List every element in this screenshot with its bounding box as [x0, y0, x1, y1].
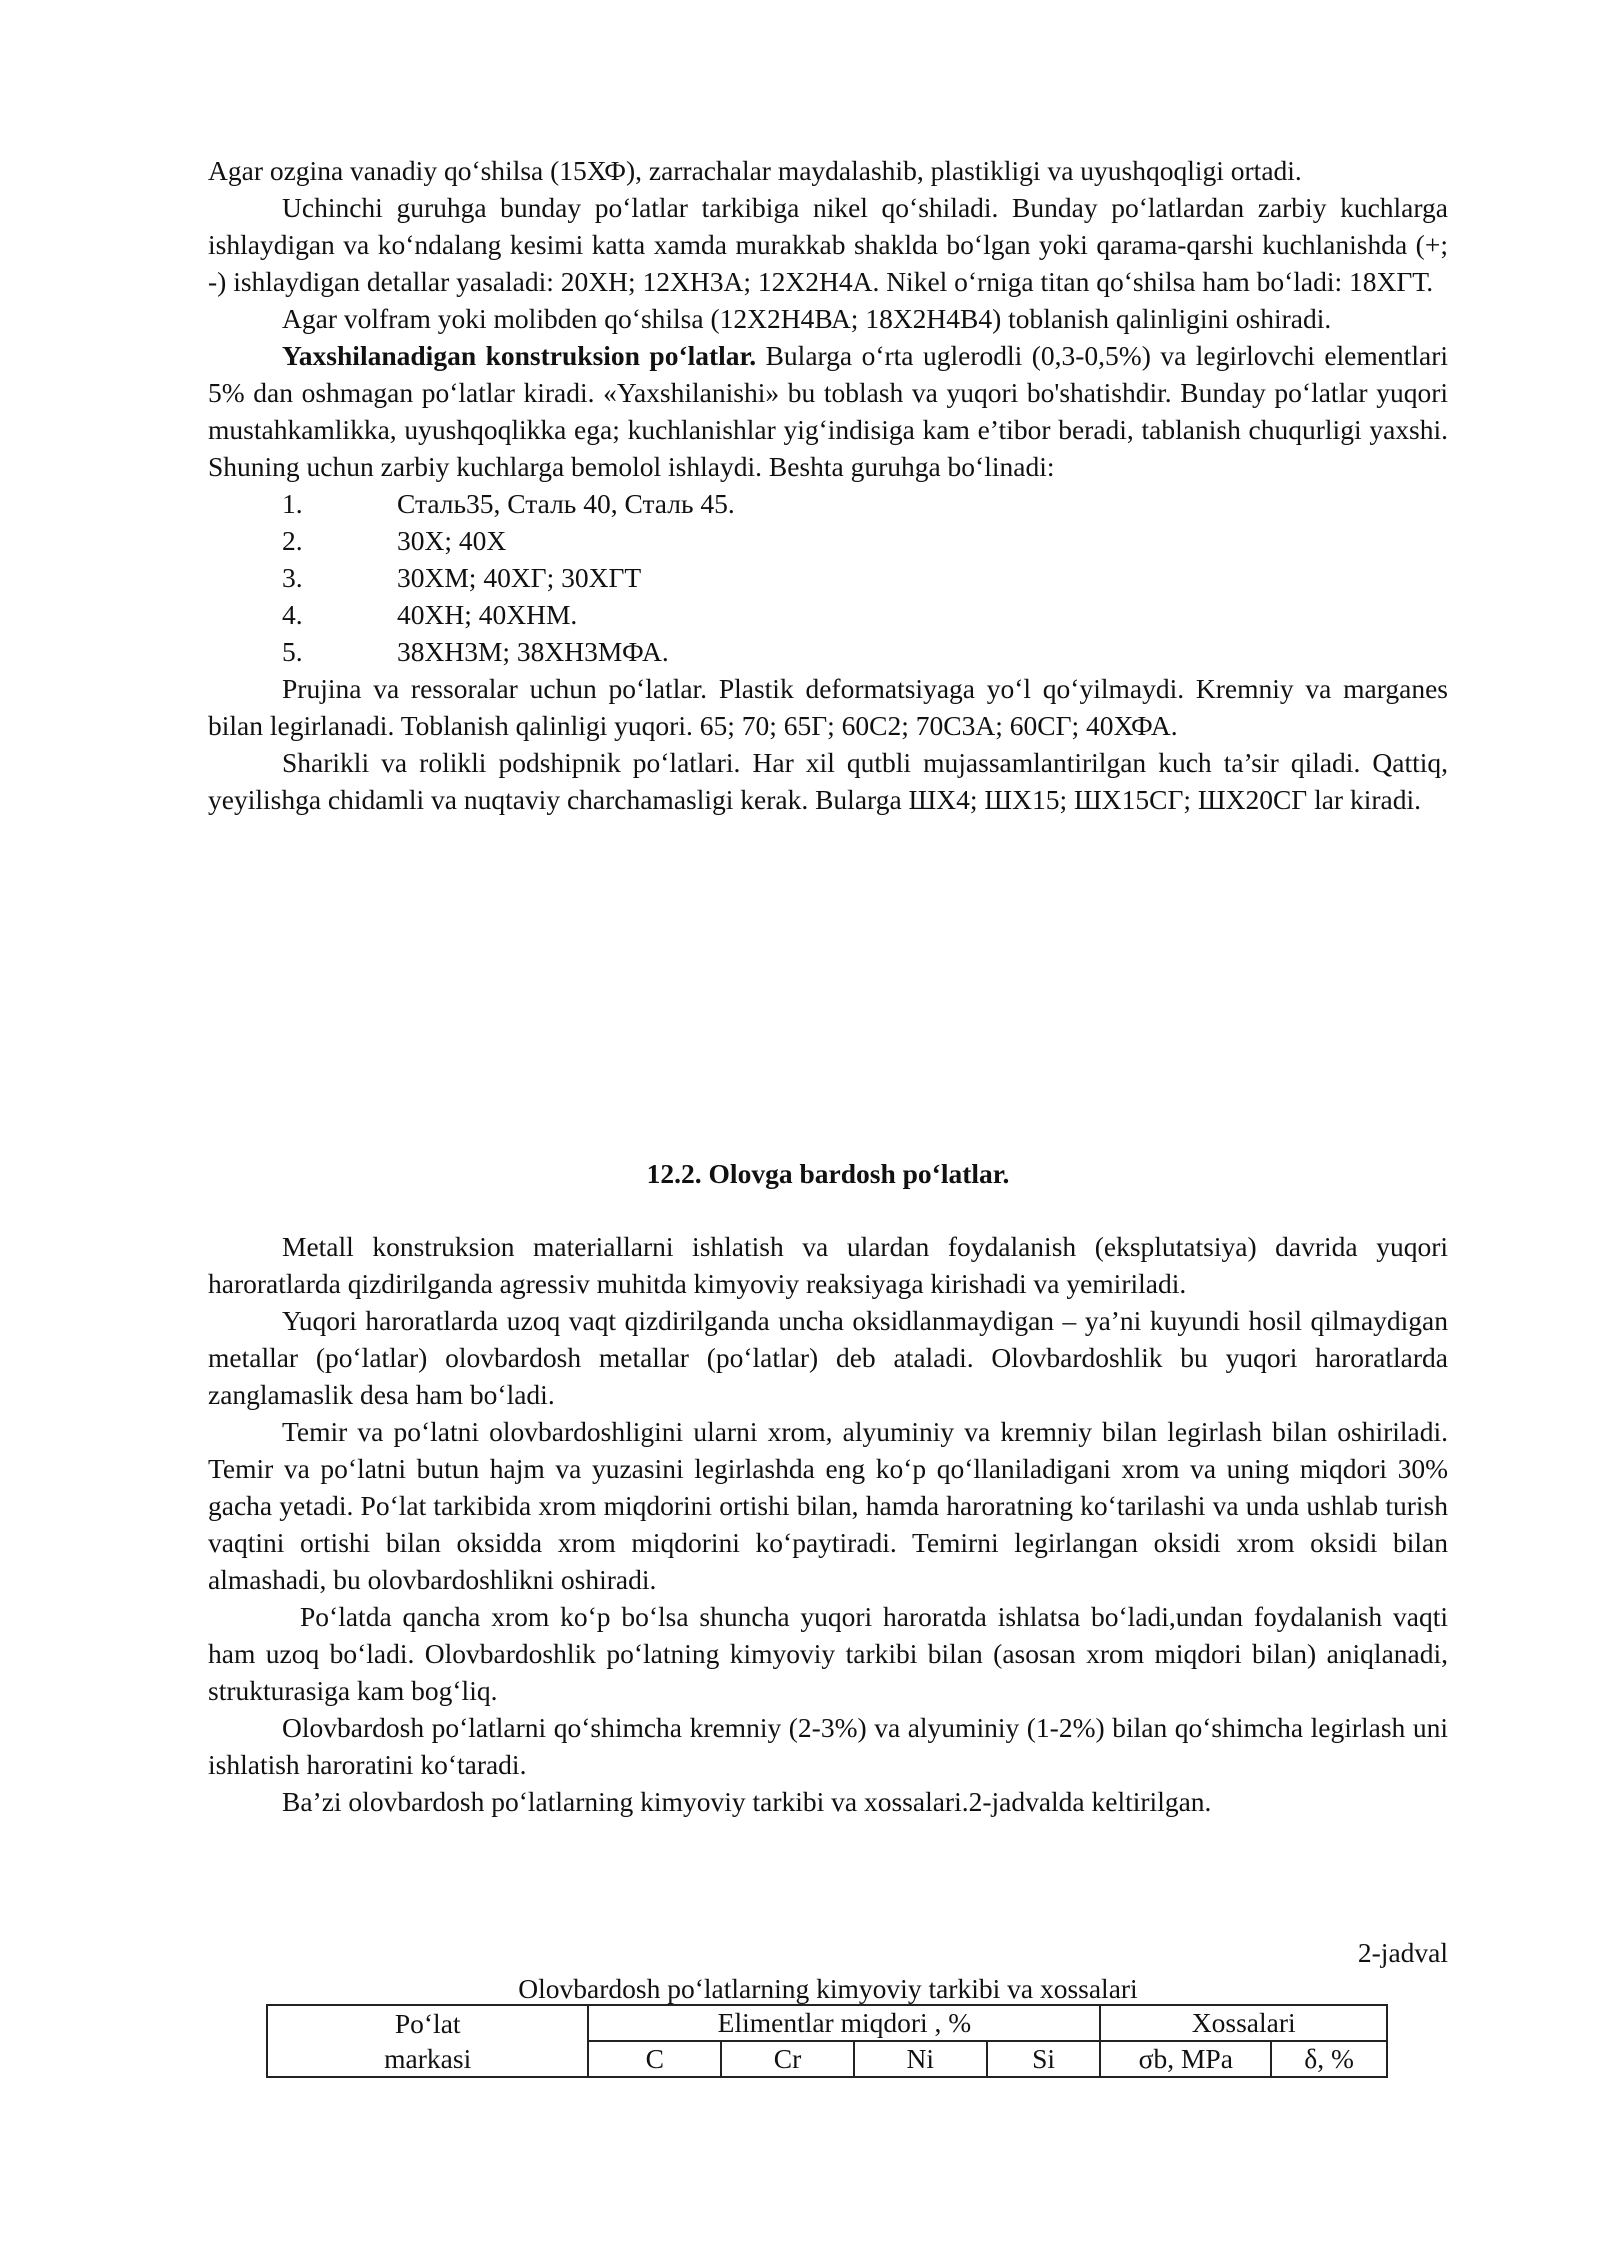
table-label: 2-jadval	[1357, 1937, 1448, 1968]
paragraph: Agar volfram yoki molibden qo‘shilsa (12Х2Н4ВА; 18Х2Н4В4) toblanish qalinligini oshiradi.	[282, 303, 1332, 334]
list-item	[208, 485, 1448, 522]
paragraph-rest: Bularga o‘rta uglerodli (0,3-0,5%) va legirlovchi elementlari 5% dan oshmagan po‘latlar kiradi. «Yaxshilanishi» bu toblash va yuqori bo'shatishdir. Bunday po‘latlar yuqori mustahkamlikka, uyushqoqlikka ega; kuchlanishlar yig‘indisiga kam e’tibor beradi, tablanish chuqurligi yaxshi. Shuning uchun zarbiy kuchlarga bemolol ishlaydi. Beshta guruhga bo‘linadi:	[208, 340, 1449, 482]
table-header-cell: Xossalari	[1100, 2005, 1387, 2041]
table-header-cell: Cr	[721, 2041, 854, 2077]
paragraph	[208, 337, 1448, 485]
paragraph: Yuqori haroratlarda uzoq vaqt qizdirilganda uncha oksidlanmaydigan – ya’ni kuyundi hosil qilmaydigan metallar (po‘latlar) olovbardosh metallar (po‘latlar) deb ataladi. Olovbardoshlik bu yuqori haroratlarda zanglamaslik desa ham bo‘ladi.	[208, 1305, 1448, 1410]
list-text: 30Х; 40Х	[397, 525, 507, 556]
table-header-cell: Si	[987, 2041, 1101, 2077]
table-header-cell: C	[588, 2041, 721, 2077]
list-item	[208, 559, 1448, 596]
list-number: 2.	[282, 525, 303, 556]
paragraph: Ba’zi olovbardosh po‘latlarning kimyoviy tarkibi va xossalari.2-jadvalda keltirilgan.	[282, 1786, 1212, 1817]
paragraph: Agar ozgina vanadiy qo‘shilsa (15ХФ), zarrachalar maydalashib, plastikligi va uyushqoqligi ortadi.	[208, 155, 1302, 186]
list-number: 1.	[282, 488, 303, 519]
list-item	[208, 596, 1448, 633]
list-text: 40ХН; 40ХНМ.	[397, 599, 578, 630]
table-header-cell: δ, %	[1271, 2041, 1387, 2077]
table-title-block	[208, 1970, 1448, 2007]
list-number: 5.	[282, 636, 303, 667]
steel-group-list	[208, 485, 1448, 670]
paragraph: Metall konstruksion materiallarni ishlatish va ulardan foydalanish (eksplutatsiya) davrida yuqori haroratlarda qizdirilganda agressiv muhitda kimyoviy reaksiyaga kirishadi va yemiriladi.	[208, 1231, 1448, 1299]
list-text: 38ХН3М; 38ХН3МФА.	[397, 636, 669, 667]
list-text: Сталь35, Сталь 40, Сталь 45.	[397, 488, 735, 519]
text-block-top	[208, 152, 1448, 818]
list-text: 30ХМ; 40ХГ; 30ХГТ	[397, 562, 642, 593]
list-item	[208, 522, 1448, 559]
table-header-cell: σb, MPa	[1100, 2041, 1271, 2077]
paragraph: Olovbardosh po‘latlarni qo‘shimcha kremniy (2-3%) va alyuminiy (1-2%) bilan qo‘shimcha legirlash uni ishlatish haroratini ko‘taradi.	[208, 1712, 1448, 1780]
bold-lead: Yaxshilanadigan konstruksion po‘latlar.	[282, 340, 757, 371]
text-block-bottom	[208, 1228, 1448, 1820]
table-label-block	[208, 1934, 1448, 1971]
steel-properties-table	[266, 2004, 1388, 2078]
table-header-cell: Po‘lat	[267, 2005, 588, 2041]
table-header-cell: Elimentlar miqdori , %	[588, 2005, 1100, 2041]
list-number: 3.	[282, 562, 303, 593]
list-item	[208, 633, 1448, 670]
table-title: Olovbardosh po‘latlarning kimyoviy tarkibi va xossalari	[518, 1973, 1138, 2004]
table-header-row	[267, 2041, 1387, 2077]
paragraph: Sharikli va rolikli podshipnik po‘latlari. Har xil qutbli mujassamlantirilgan kuch ta’sir qiladi. Qattiq, yeyilishga chidamli va nuqtaviy charchamasligi kerak. Bularga ШХ4; ШХ15; ШХ15СГ; ШХ20СГ lar kiradi.	[208, 747, 1448, 815]
paragraph: Po‘latda qancha xrom ko‘p bo‘lsa shuncha yuqori haroratda ishlatsa bo‘ladi,undan foydalanish vaqti ham uzoq bo‘ladi. Olovbardoshlik po‘latning kimyoviy tarkibi bilan (asosan xrom miqdori bilan) aniqlanadi, strukturasiga kam bog‘liq.	[208, 1601, 1448, 1706]
paragraph: Prujina va ressoralar uchun po‘latlar. Plastik deformatsiyaga yo‘l qo‘yilmaydi. Kremniy va marganes bilan legirlanadi. Toblanish qalinligi yuqori. 65; 70; 65Г; 60С2; 70С3А; 60СГ; 40ХФА.	[208, 673, 1448, 741]
list-number: 4.	[282, 599, 303, 630]
section-heading-block	[208, 1155, 1448, 1192]
table-header-row	[267, 2005, 1387, 2041]
table-header-cell: markasi	[267, 2041, 588, 2077]
table-header-cell: Ni	[854, 2041, 987, 2077]
paragraph: Uchinchi guruhga bunday po‘latlar tarkibiga nikel qo‘shiladi. Bunday po‘latlardan zarbiy kuchlarga ishlaydigan va ko‘ndalang kesimi katta xamda murakkab shaklda bo‘lgan yoki qarama-qarshi kuchlanishda (+; -) ishlaydigan detallar yasaladi: 20ХН; 12ХН3А; 12Х2Н4А. Nikel o‘rniga titan qo‘shilsa ham bo‘ladi: 18ХГТ.	[208, 192, 1448, 297]
section-heading: 12.2. Olovga bardosh po‘latlar.	[646, 1158, 1010, 1189]
paragraph: Temir va po‘latni olovbardoshligini ularni xrom, alyuminiy va kremniy bilan legirlash bilan oshiriladi. Temir va po‘latni butun hajm va yuzasini legirlashda eng ko‘p qo‘llaniladigani xrom va uning miqdori 30% gacha yetadi. Po‘lat tarkibida xrom miqdorini ortishi bilan, hamda haroratning ko‘tarilashi va unda ushlab turish vaqtini ortishi bilan oksidda xrom miqdorini ko‘paytiradi. Temirni legirlangan oksidi xrom oksidi bilan almashadi, bu olovbardoshlikni oshiradi.	[208, 1416, 1448, 1595]
